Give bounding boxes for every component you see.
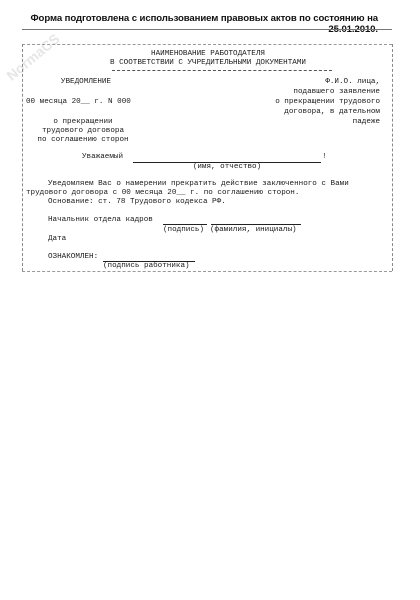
document-title: УВЕДОМЛЕНИЕ — [60, 78, 112, 86]
greeting-hint: (имя, отчество) — [192, 163, 262, 171]
subject-line-1: о прекращении — [53, 118, 113, 126]
banner-divider — [22, 29, 392, 30]
body-line-1: Уведомляем Вас о намерении прекратить действие заключенного с Вами — [48, 180, 349, 188]
employer-name-note: В СООТВЕТСТВИИ С УЧРЕДИТЕЛЬНЫМИ ДОКУМЕНТАМИ — [110, 59, 306, 67]
subject-line-3: по соглашению сторон — [37, 136, 129, 144]
addressee-line-4: договора, в дательном — [284, 108, 380, 116]
date-label: Дата — [48, 235, 67, 243]
addressee-line-5: падеже — [352, 118, 380, 126]
frame-right-border — [392, 44, 393, 271]
header-underline — [112, 70, 332, 71]
document-number-line: 00 месяца 20__ г. N 000 — [26, 98, 131, 106]
greeting-exclamation: ! — [322, 153, 327, 161]
employee-signature-hint: (подпись работника) — [103, 262, 190, 270]
signature-label: Начальник отдела кадров — [48, 216, 153, 224]
addressee-line-2: подавшего заявление — [293, 88, 380, 96]
signature-hint: (подпись) — [163, 226, 205, 234]
addressee-line-3: о прекращении трудового — [275, 98, 380, 106]
banner-text: Форма подготовлена с использованием правовых актов по состоянию на 25.01.2010. — [30, 13, 378, 35]
employer-name: НАИМЕНОВАНИЕ РАБОТОДАТЕЛЯ — [151, 50, 265, 58]
subject-line-2: трудового договора — [41, 127, 125, 135]
name-hint: (фамилия, инициалы) — [210, 226, 297, 234]
addressee-line-1: Ф.И.О. лица, — [325, 78, 380, 86]
watermark-logo: NormaCS — [3, 30, 63, 84]
frame-left-border — [22, 44, 23, 271]
name-line — [211, 224, 301, 225]
greeting-label: Уважаемый — [82, 153, 124, 161]
signature-line — [163, 224, 207, 225]
body-line-2: трудового договора с 00 месяца 20__ г. по соглашению сторон. — [26, 189, 300, 197]
acknowledged-label: ОЗНАКОМЛЕН: — [48, 253, 99, 261]
body-line-3: Основание: ст. 78 Трудового кодекса РФ. — [48, 198, 226, 206]
